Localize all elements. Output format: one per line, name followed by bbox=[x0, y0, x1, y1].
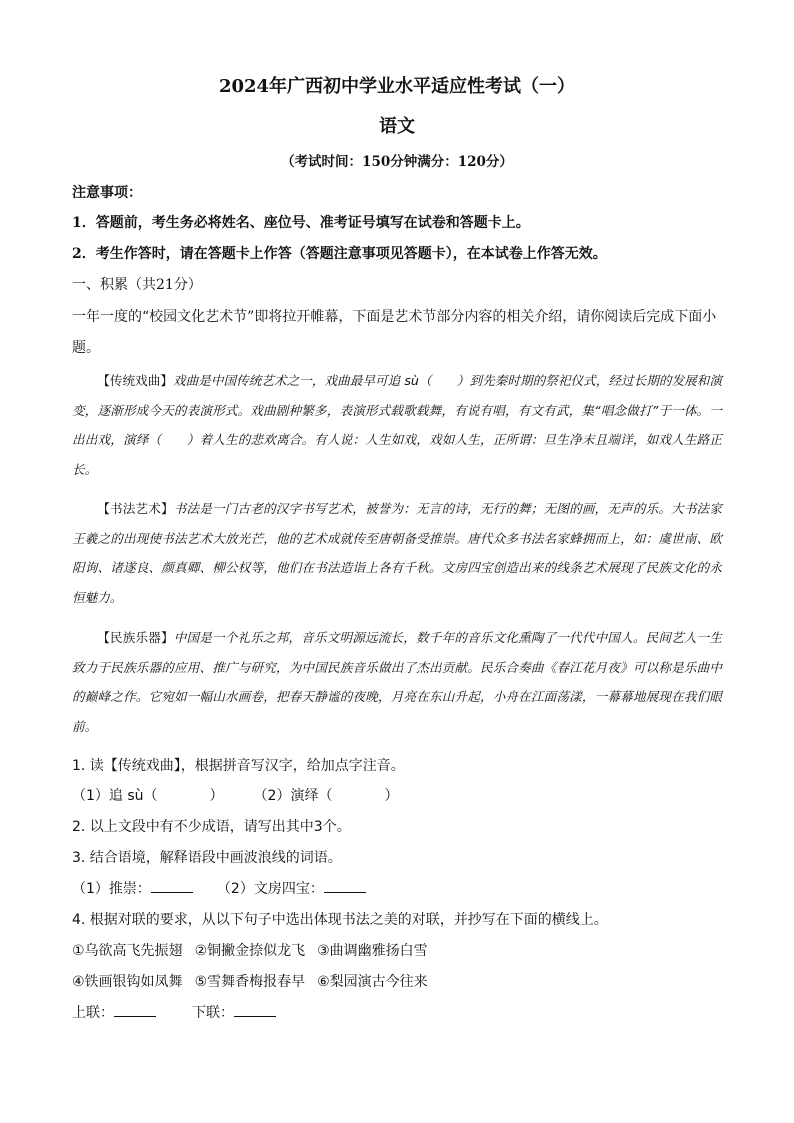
q1-part-b-close: ） bbox=[384, 788, 399, 804]
lower-couplet-label: 下联： bbox=[192, 1005, 234, 1021]
options-row-1 bbox=[72, 940, 428, 960]
question-3: 3. 结合语境，解释语段中画波浪线的词语。 bbox=[72, 850, 342, 866]
passage-instruments bbox=[72, 623, 722, 741]
option-1: ①乌欲高飞先振翅 bbox=[72, 943, 183, 959]
passage-tag: 【书法艺术】 bbox=[97, 501, 174, 516]
question-4: 4. 根据对联的要求，从以下句子中选出体现书法之美的对联，并抄写在下面的横线上。 bbox=[72, 912, 608, 928]
passage-text: 中国是一个礼乐之邦，音乐文明源远流长，数千年的音乐文化熏陶了一代代中国人。民间艺人一生致力于民族乐器的应用、推广与研究，为中国民族音乐做出了杰出贡献。民乐合奏曲《春江花月夜》可以称是乐曲中的巅峰之作。它宛如一幅山水画卷，把春天静谧的夜晚，月亮在东山升起，小舟在江面荡漾，一幕幕地展现在我们眼前。 bbox=[72, 630, 723, 734]
question-2: 2. 以上文段中有不少成语，请写出其中3个。 bbox=[72, 819, 351, 835]
upper-couplet-blank[interactable] bbox=[114, 1016, 156, 1017]
option-2: ②铜撇金捺似龙飞 bbox=[194, 943, 306, 959]
section-intro: 一年一度的“校园文化艺术节”即将拉开帷幕，下面是艺术节部分内容的相关介绍，请你阅读后完成下面小题。 bbox=[72, 309, 717, 356]
notice-item-2: 2．考生作答时，请在答题卡上作答（答题注意事项见答题卡），在本试卷上作答无效。 bbox=[72, 246, 607, 262]
q1-part-a-label: （1）追 sù（ bbox=[72, 788, 158, 804]
question-1-blanks bbox=[72, 785, 398, 805]
question-3-blanks bbox=[72, 878, 366, 898]
q3-part-b-label: （2）文房四宝： bbox=[216, 881, 324, 897]
passage-opera bbox=[72, 366, 722, 484]
notice-item-1: 1．答题前，考生务必将姓名、座位号、准考证号填写在试卷和答题卡上。 bbox=[72, 215, 530, 231]
lower-couplet-blank[interactable] bbox=[234, 1016, 276, 1017]
notice-heading: 注意事项： bbox=[72, 185, 142, 201]
passage-text: 戏曲是中国传统艺术之一，戏曲最早可追 sù（ ）到先秦时期的祭祀仪式，经过长期的发展和演变，逐渐形成今天的表演形式。戏曲剧种繁多，表演形式载歌载舞，有说有唱，有文有武，集“唱念做打”于一体。一出出戏，演绎（ ）着人生的悲欢离合。有人说：人生如戏，戏如人生，正所谓：旦生净末且端详，如戏人生路正长。 bbox=[72, 373, 723, 477]
option-6: ⑥梨园演古今往来 bbox=[317, 974, 428, 990]
q1-part-b-label: （2）演绎（ bbox=[253, 788, 333, 804]
options-row-2 bbox=[72, 971, 428, 991]
q3-part-a-label: （1）推崇： bbox=[72, 881, 151, 897]
passage-tag: 【民族乐器】 bbox=[97, 630, 174, 645]
exam-info: （考试时间：150分钟满分：120分） bbox=[281, 154, 513, 170]
passage-text: 书法是一门古老的汉字书写艺术，被誉为：无言的诗，无行的舞；无图的画，无声的乐。大书法家王羲之的出现使书法艺术大放光芒，他的艺术成就传至唐朝备受推崇。唐代众多书法名家蜂拥而上，如：虞世南、欧阳询、诸遂良、颜真卿、柳公权等，他们在书法造诣上各有千秋。文房四宝创造出来的线条艺术展现了民族文化的永恒魅力。 bbox=[72, 501, 723, 605]
question-1: 1. 读【传统戏曲】，根据拼音写汉字，给加点字注音。 bbox=[72, 758, 405, 774]
option-4: ④铁画银钩如凤舞 bbox=[72, 974, 183, 990]
q1-part-a-close: ） bbox=[209, 788, 224, 804]
passage-tag: 【传统戏曲】 bbox=[97, 373, 173, 388]
passage-calligraphy bbox=[72, 494, 722, 612]
exam-title: 2024年广西初中学业水平适应性考试（一） bbox=[218, 76, 576, 97]
q3-part-a-blank[interactable] bbox=[151, 892, 193, 893]
subject-title: 语文 bbox=[379, 116, 415, 137]
option-5: ⑤雪舞香梅报春早 bbox=[194, 974, 306, 990]
couplet-answer bbox=[72, 1002, 276, 1022]
upper-couplet-label: 上联： bbox=[72, 1005, 114, 1021]
option-3: ③曲调幽雅扬白雪 bbox=[317, 943, 428, 959]
section-heading: 一、积累（共21分） bbox=[72, 277, 202, 293]
q3-part-b-blank[interactable] bbox=[324, 892, 366, 893]
